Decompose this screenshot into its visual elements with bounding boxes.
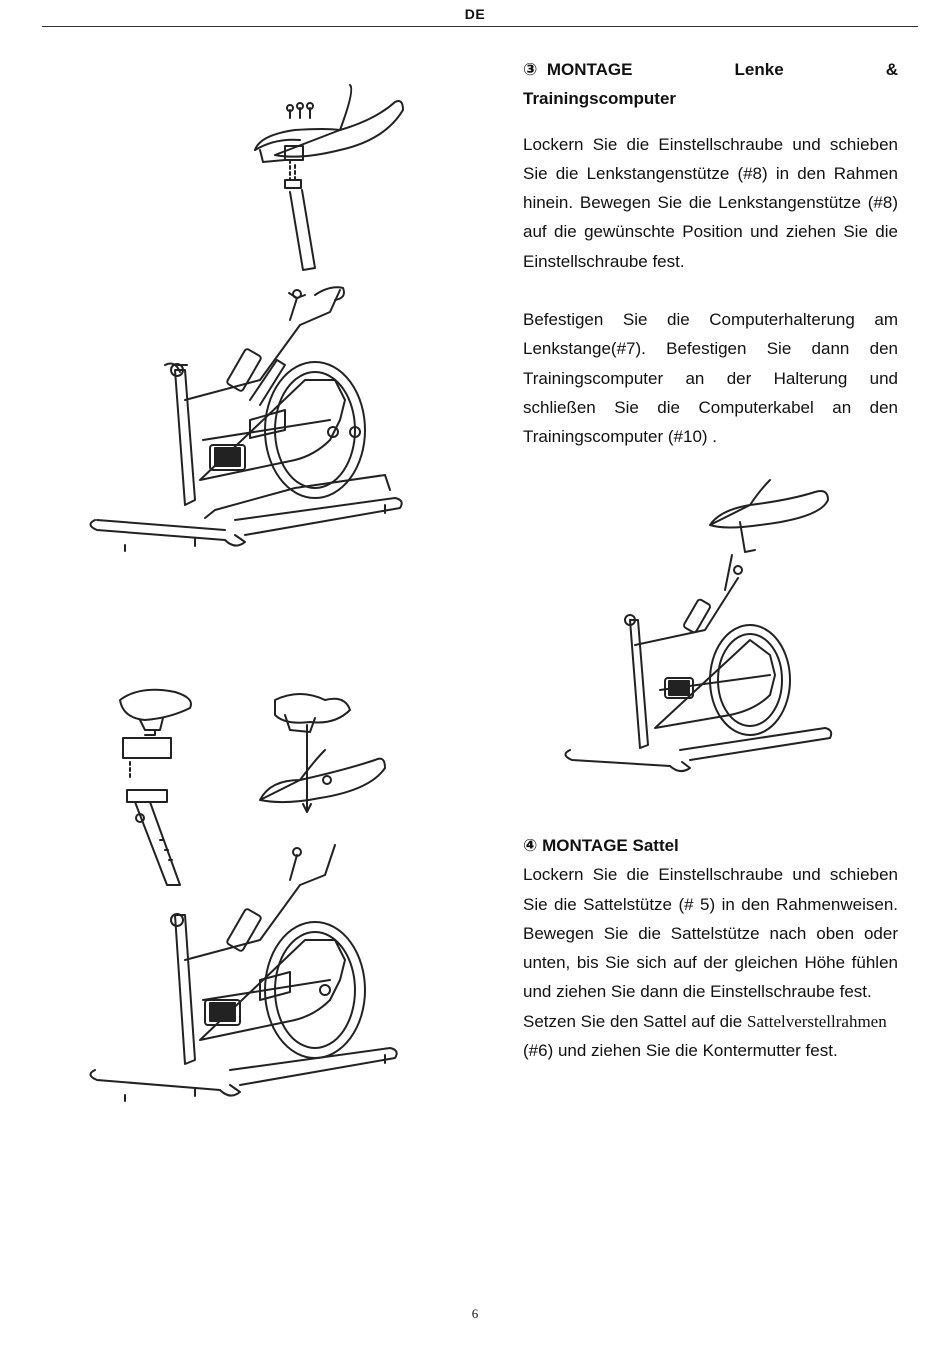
section-3-paragraph-2: Befestigen Sie die Computerhalterung am Lenkstange(#7). Befestigen Sie dann den Trainingscomputer an der Halterung und schließen Sie die Computerkabel an den Trainingscomputer (#10) .	[523, 310, 898, 447]
section-3-text	[523, 55, 898, 452]
section-3-paragraph-1: Lockern Sie die Einstellschraube und schieben Sie die Lenkstangenstütze (#8) in den Rahmen hinein. Bewegen Sie die Lenkstangenstütze (#8) auf die gewünschte Position und ziehen Sie die Einstellschraube fest.	[523, 134, 898, 271]
header-rule	[42, 26, 918, 27]
section-3-title-line2: Trainingscomputer	[523, 89, 677, 109]
page-number: 6	[471, 1306, 479, 1321]
section-4-paragraph-1: Lockern Sie die Einstellschraube und schieben Sie die Sattelstütze (# 5) in den Rahmenweisen. Bewegen Sie die Sattelstütze nach oben oder unten, bis Sie sich auf der gleichen Höhe fühlen und ziehen Sie dann die Einstellschraube fest.	[523, 865, 898, 1002]
section-4-title: ④ MONTAGE Sattel	[523, 836, 679, 855]
section-4-paragraph-2: Setzen Sie den Sattel auf die Sattelverstellrahmen (#6) und ziehen Sie die Kontermutter fest.	[523, 1011, 887, 1061]
section-4-text	[523, 831, 898, 1065]
header-language-label: DE	[464, 6, 486, 22]
section-3-title: ③ MONTAGE Lenke &	[523, 60, 898, 79]
handlebar-assembly-illustration	[85, 80, 415, 560]
seat-assembly-illustration	[85, 680, 415, 1120]
step-3-marker: ③	[523, 60, 538, 79]
step-4-marker: ④	[523, 836, 538, 855]
assembled-bike-illustration	[560, 470, 840, 780]
